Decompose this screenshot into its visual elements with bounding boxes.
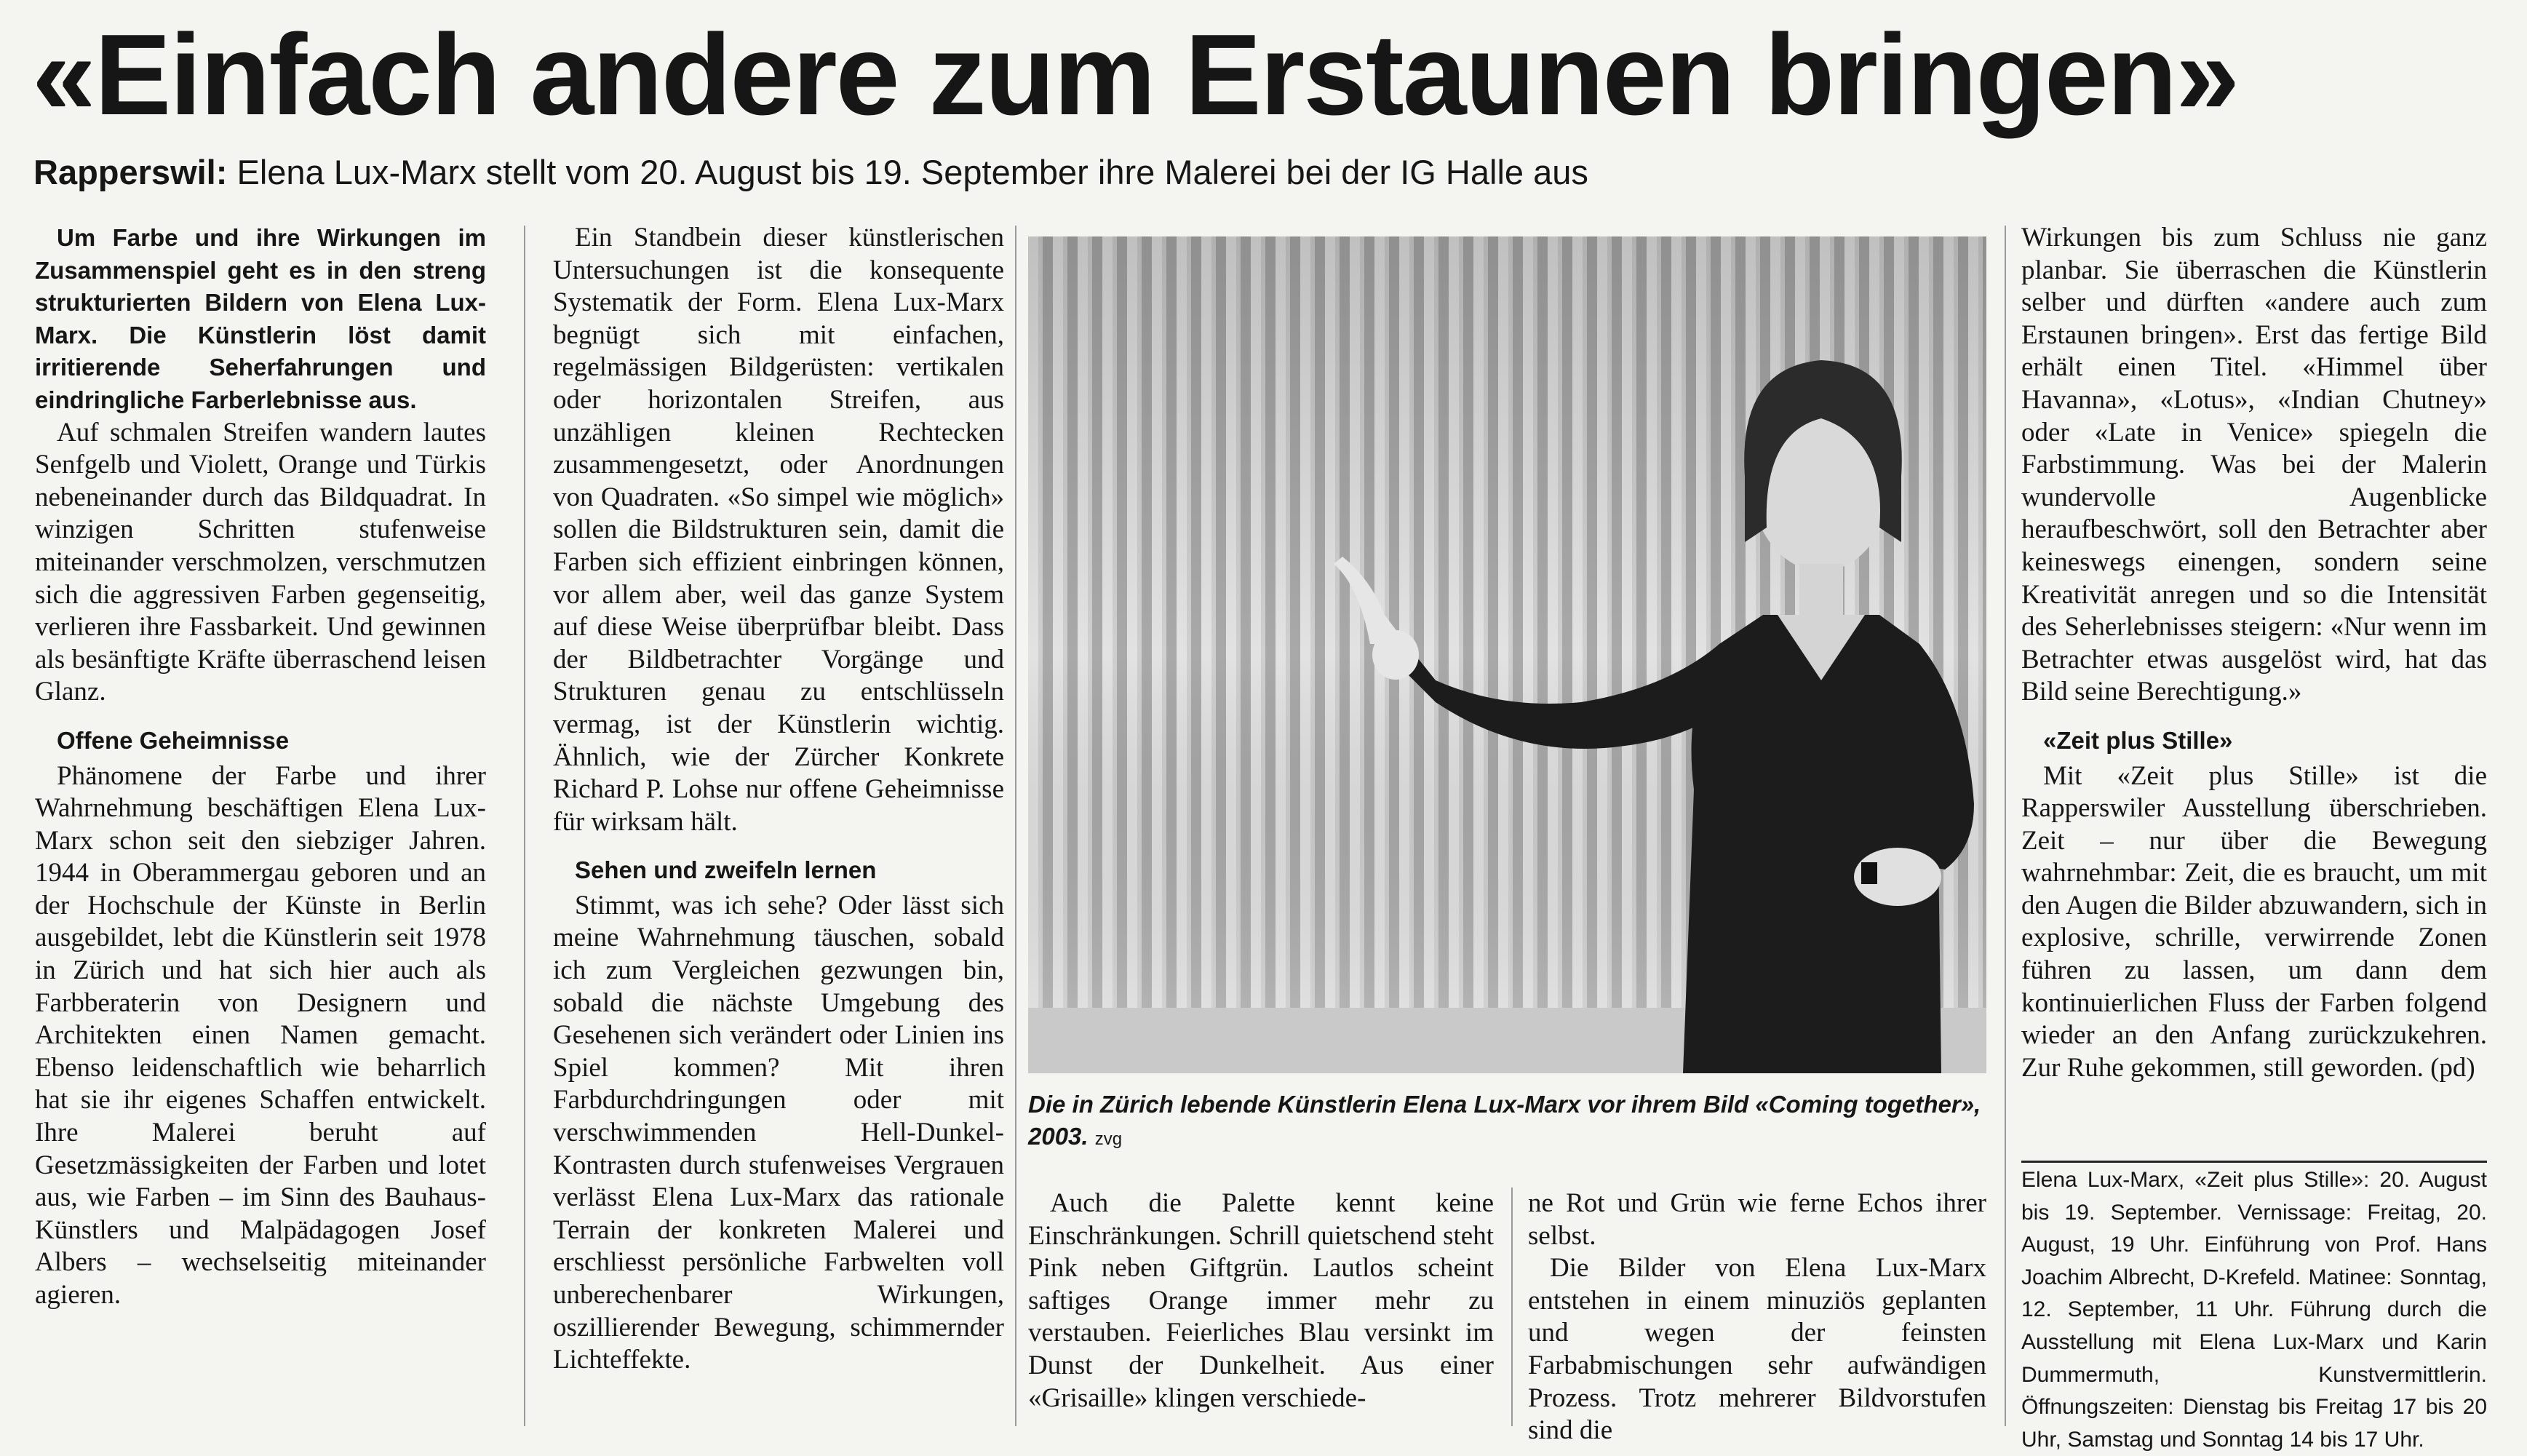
paragraph: Mit «Zeit plus Stille» ist die Rapperswiler Ausstellung überschrieben. Zeit – nur über die Bewegung wahrnehmbar: Zeit, die es braucht, um mit den Augen die Bilder abzuwandern, sich in explosive, schrille, verwirrende Zonen führen zu lassen, um dann dem kontinuierlichen Fluss der Farben folgend wieder an den Anfang zurückzukehren. Zur Ruhe gekommen, still geworden. (pd) — [2021, 760, 2487, 1083]
column-5 — [2021, 222, 2487, 1084]
column-rule — [1511, 1188, 1513, 1426]
photo-image — [1028, 236, 1986, 1073]
column-rule — [2005, 226, 2006, 1426]
column-3 — [1028, 1188, 1494, 1415]
photo-caption — [1028, 1089, 1986, 1155]
subtitle-offene-geheimnisse: Offene Geheimnisse — [57, 726, 290, 754]
exhibition-info-box: Elena Lux-Marx, «Zeit plus Stille»: 20. August bis 19. September. Vernissage: Freitag, 20. August, 19 Uhr. Einführung von Prof. Hans Joachim Albrecht, D-Krefeld. Matinee: Sonntag, 12. September, 11 Uhr. Führung durch die Ausstellung mit Elena Lux-Marx und Karin Dummermuth, Kunstvermittlerin. Öffnungszeiten: Dienstag bis Freitag 17 bis 20 Uhr, Samstag und Sonntag 14 bis 17 Uhr. — [2021, 1161, 2487, 1456]
paragraph: Phänomene der Farbe und ihrer Wahrnehmung beschäftigen Elena Lux-Marx schon seit den siebziger Jahren. 1944 in Oberammergau geboren und an der Hochschule der Künste in Berlin ausgebildet, lebt die Künstlerin seit 1978 in Zürich und hat sich hier auch als Farbberaterin von Designern und Architekten einen Namen gemacht. Ebenso leidenschaftlich wie beharrlich hat sie ihr eigenes Schaffen entwickelt. Ihre Malerei beruht auf Gesetzmässigkeiten der Farben und lotet aus, wie Farben – im Sinn des Bauhaus-Künstlers und Malpädagogen Josef Albers – wechselseitig miteinander agieren. — [35, 760, 486, 1310]
caption-credit: zvg — [1094, 1129, 1123, 1149]
column-1 — [35, 222, 486, 1312]
subtitle-zeit-plus-stille: «Zeit plus Stille» — [2043, 726, 2233, 754]
paragraph: Wirkungen bis zum Schluss nie ganz planbar. Sie überraschen die Künstlerin selber und dürften «andere auch zum Erstaunen bringen». Erst das fertige Bild erhält einen Titel. «Himmel über Havanna», «Lotus», «Indian Chutney» oder «Late in Venice» spiegeln die Farbstimmung. Was bei der Malerin wundervolle Augenblicke heraufbeschwört, soll den Betrachter aber keineswegs einengen, sondern seine Kreativität anregen und so die Intensität des Seherlebnisses steigern: «Nur wenn im Betrachter etwas ausgelöst wird, hat das Bild seine Berechtigung.» — [2021, 223, 2487, 707]
subhead-place: Rapperswil: — [33, 153, 228, 191]
column-4 — [1528, 1188, 1986, 1447]
column-rule — [1015, 226, 1016, 1426]
subtitle-sehen-und-zweifeln: Sehen und zweifeln lernen — [575, 856, 877, 884]
article-photo — [1028, 236, 1986, 1073]
column-2 — [553, 222, 1004, 1377]
column-rule — [524, 226, 525, 1426]
paragraph: ne Rot und Grün wie ferne Echos ihrer selbst. — [1528, 1188, 1986, 1251]
subhead-text: Elena Lux-Marx stellt vom 20. August bis 19. September ihre Malerei bei der IG Halle aus — [227, 153, 1588, 191]
lead-paragraph: Um Farbe und ihre Wirkungen im Zusammenspiel geht es in den streng strukturierten Bildern von Elena Lux-Marx. Die Künstlerin löst damit irritierende Seherfahrungen und eindringliche Farberlebnisse aus. — [35, 224, 486, 413]
paragraph: Ein Standbein dieser künstlerischen Untersuchungen ist die konsequente Systematik der Form. Elena Lux-Marx begnügt sich mit einfachen, regelmässigen Bildgerüsten: vertikalen oder horizontalen Streifen, aus unzähligen kleinen Rechtecken zusammengesetzt, oder Anordnungen von Quadraten. «So simpel wie möglich» sollen die Bildstrukturen sein, damit die Farben sich effizient einbringen können, vor allem aber, weil das ganze System auf diese Weise überprüfbar bleibt. Dass der Bildbetrachter Vorgänge und Strukturen genau zu entschlüsseln vermag, ist der Künstlerin wichtig. Ähnlich, wie der Zürcher Konkrete Richard P. Lohse nur offene Geheimnisse für wirksam hält. — [553, 223, 1004, 837]
paragraph: Stimmt, was ich sehe? Oder lässt sich meine Wahrnehmung täuschen, sobald ich zum Vergleichen gezwungen bin, sobald die nächste Umgebung des Gesehenen sich verändert oder Linien ins Spiel kommen? Mit ihren Farbdurchdringungen oder mit verschwimmenden Hell-Dunkel-Kontrasten durch stufenweises Vergrauen verlässt Elena Lux-Marx das rationale Terrain der konkreten Malerei und erschliesst persönliche Farbwelten voll unberechenbarer Wirkungen, oszillierender Bewegung, schimmernder Lichteffekte. — [553, 890, 1004, 1375]
subheadline — [33, 149, 2507, 196]
paragraph: Die Bilder von Elena Lux-Marx entstehen in einem minuziös geplanten und wegen der feinsten Farbabmischungen sehr aufwändigen Prozess. Trotz mehrerer Bildvorstufen sind die — [1528, 1253, 1986, 1446]
caption-text: Die in Zürich lebende Künstlerin Elena Lux-Marx vor ihrem Bild «Coming together», 2003. — [1028, 1091, 1981, 1150]
paragraph: Auf schmalen Streifen wandern lautes Senfgelb und Violett, Orange und Türkis nebeneinander durch das Bildquadrat. In winzigen Schritten stufenweise miteinander verschmolzen, verschmutzen sich die aggressiven Farben gegenseitig, verlieren ihre Fassbarkeit. Und gewinnen als besänftigte Kräfte überraschend leisen Glanz. — [35, 417, 486, 707]
headline: «Einfach andere zum Erstaunen bringen» — [32, 11, 2239, 139]
paragraph: Auch die Palette kennt keine Einschränkungen. Schrill quietschend steht Pink neben Giftgrün. Lautlos scheint saftiges Orange immer mehr zu verstauben. Feierliches Blau versinkt im Dunst der Dunkelheit. Aus einer «Grisaille» klingen verschiede- — [1028, 1188, 1494, 1413]
